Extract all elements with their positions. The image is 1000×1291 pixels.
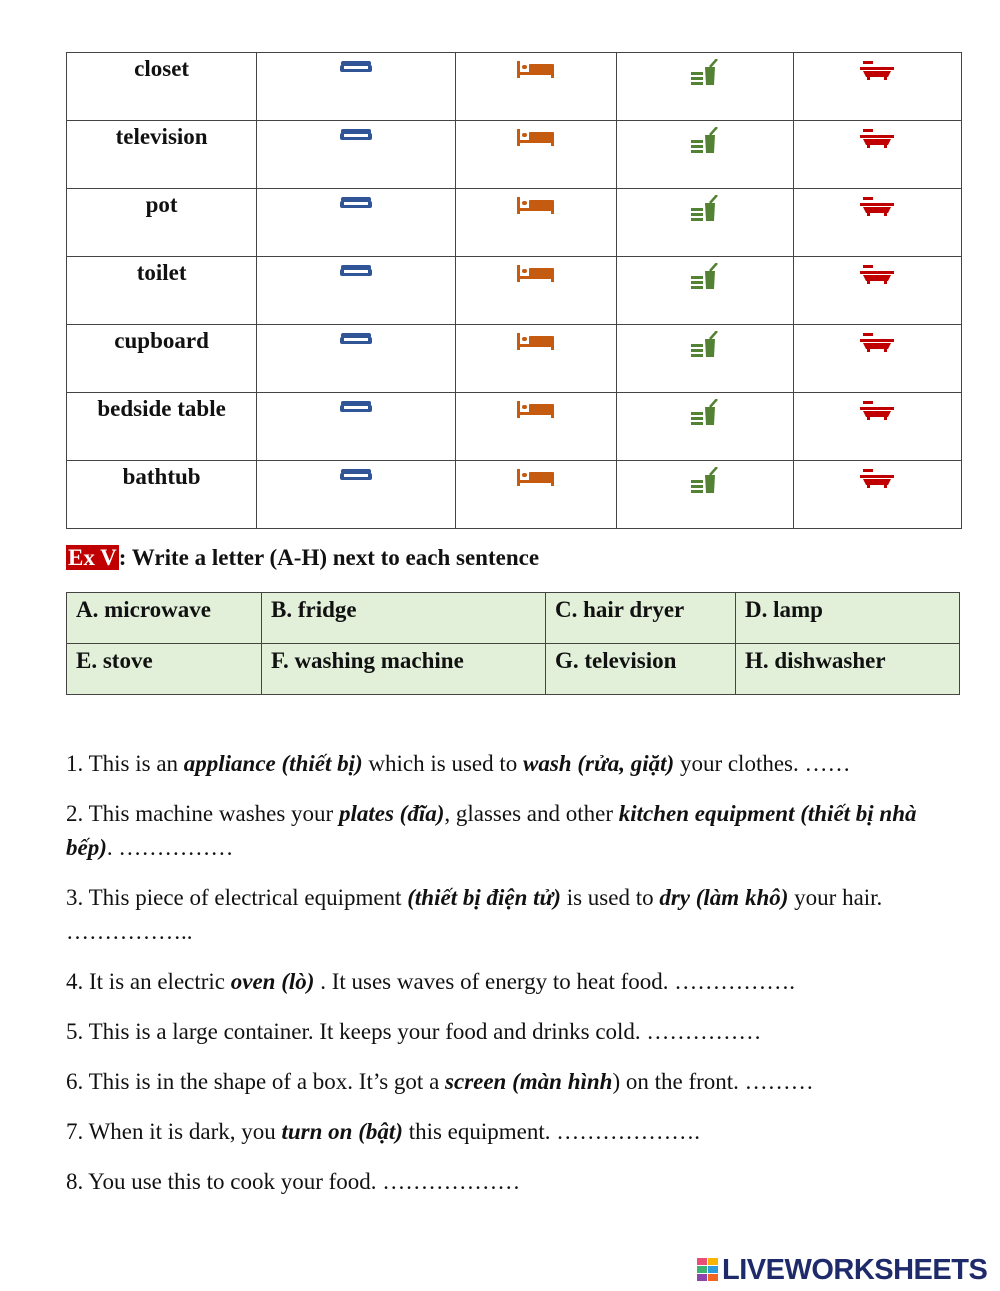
- kitchen-icon[interactable]: [691, 412, 719, 429]
- room-choice-cell[interactable]: [257, 393, 456, 461]
- option-cell: C. hair dryer: [546, 593, 736, 644]
- room-choice-cell[interactable]: [456, 257, 616, 325]
- options-row: [67, 644, 960, 695]
- room-choice-cell[interactable]: [257, 325, 456, 393]
- option-cell: E. stove: [67, 644, 262, 695]
- room-choice-cell[interactable]: [793, 121, 961, 189]
- room-choice-cell[interactable]: [616, 53, 793, 121]
- room-table-row: [67, 325, 962, 393]
- exercise-heading: [66, 543, 539, 573]
- room-choice-cell[interactable]: [793, 461, 961, 529]
- room-word: bathtub: [67, 461, 257, 529]
- option-cell: G. television: [546, 644, 736, 695]
- room-choice-cell[interactable]: [257, 257, 456, 325]
- sofa-icon[interactable]: [340, 402, 372, 419]
- room-word: cupboard: [67, 325, 257, 393]
- bathtub-icon[interactable]: [860, 68, 894, 85]
- option-cell: D. lamp: [736, 593, 960, 644]
- bathtub-icon[interactable]: [860, 136, 894, 153]
- room-choice-cell[interactable]: [456, 53, 616, 121]
- room-choice-cell[interactable]: [257, 189, 456, 257]
- bed-icon[interactable]: [517, 202, 555, 219]
- room-table-row: [67, 121, 962, 189]
- sentence-6: 6. This is in the shape of a box. It’s got a screen (màn hình) on the front. ………: [66, 1069, 814, 1094]
- room-choice-cell[interactable]: [616, 257, 793, 325]
- room-choice-cell[interactable]: [616, 121, 793, 189]
- room-choice-cell[interactable]: [456, 461, 616, 529]
- room-table-row: [67, 461, 962, 529]
- room-choice-cell[interactable]: [456, 189, 616, 257]
- option-cell: A. microwave: [67, 593, 262, 644]
- liveworksheets-logo-icon: [697, 1258, 719, 1282]
- bed-icon[interactable]: [517, 134, 555, 151]
- room-table-row: [67, 189, 962, 257]
- option-cell: H. dishwasher: [736, 644, 960, 695]
- room-choice-cell[interactable]: [793, 189, 961, 257]
- room-choice-cell[interactable]: [616, 461, 793, 529]
- room-choice-cell[interactable]: [793, 325, 961, 393]
- options-table: [66, 592, 960, 695]
- option-cell: F. washing machine: [262, 644, 546, 695]
- room-word: television: [67, 121, 257, 189]
- sofa-icon[interactable]: [340, 334, 372, 351]
- bathtub-icon[interactable]: [860, 204, 894, 221]
- sofa-icon[interactable]: [340, 266, 372, 283]
- kitchen-icon[interactable]: [691, 208, 719, 225]
- kitchen-icon[interactable]: [691, 480, 719, 497]
- liveworksheets-logo-text: LIVEWORKSHEETS: [722, 1253, 988, 1286]
- room-choice-cell[interactable]: [616, 325, 793, 393]
- room-choice-cell[interactable]: [456, 325, 616, 393]
- kitchen-icon[interactable]: [691, 344, 719, 361]
- bed-icon[interactable]: [517, 66, 555, 83]
- sentence-1: 1. This is an appliance (thiết bị) which is used to wash (rửa, giặt) your clothes. ……: [66, 751, 851, 776]
- sofa-icon[interactable]: [340, 130, 372, 147]
- room-word: toilet: [67, 257, 257, 325]
- sentence-7: 7. When it is dark, you turn on (bật) this equipment. ……………….: [66, 1119, 701, 1144]
- sofa-icon[interactable]: [340, 470, 372, 487]
- bed-icon[interactable]: [517, 270, 555, 287]
- room-choice-cell[interactable]: [793, 393, 961, 461]
- bed-icon[interactable]: [517, 338, 555, 355]
- sofa-icon[interactable]: [340, 198, 372, 215]
- sentence-8: 8. You use this to cook your food. ………………: [66, 1169, 521, 1194]
- room-table-row: [67, 393, 962, 461]
- room-choice-cell[interactable]: [257, 461, 456, 529]
- room-word: pot: [67, 189, 257, 257]
- room-table-row: [67, 53, 962, 121]
- room-choice-cell[interactable]: [793, 257, 961, 325]
- exercise-tag: Ex V: [68, 545, 117, 570]
- options-row: [67, 593, 960, 644]
- sentence-3: 3. This piece of electrical equipment (thiết bị điện tử) is used to dry (làm khô) your hair. ……………..: [66, 885, 883, 944]
- bed-icon[interactable]: [517, 474, 555, 491]
- exercise-instruction: : Write a letter (A-H) next to each sentence: [118, 545, 540, 570]
- sentence-4: 4. It is an electric oven (lò) . It uses waves of energy to heat food. …………….: [66, 969, 796, 994]
- bed-icon[interactable]: [517, 406, 555, 423]
- room-choice-cell[interactable]: [616, 393, 793, 461]
- room-choice-cell[interactable]: [616, 189, 793, 257]
- room-table: [66, 52, 962, 529]
- room-choice-cell[interactable]: [456, 393, 616, 461]
- sentences: [66, 747, 961, 1215]
- room-choice-cell[interactable]: [456, 121, 616, 189]
- bathtub-icon[interactable]: [860, 408, 894, 425]
- kitchen-icon[interactable]: [691, 276, 719, 293]
- room-choice-cell[interactable]: [257, 121, 456, 189]
- kitchen-icon[interactable]: [691, 72, 719, 89]
- room-choice-cell[interactable]: [793, 53, 961, 121]
- room-choice-cell[interactable]: [257, 53, 456, 121]
- bathtub-icon[interactable]: [860, 272, 894, 289]
- option-cell: B. fridge: [262, 593, 546, 644]
- room-table-row: [67, 257, 962, 325]
- bathtub-icon[interactable]: [860, 340, 894, 357]
- room-word: closet: [67, 53, 257, 121]
- sentence-2: 2. This machine washes your plates (đĩa), glasses and other kitchen equipment (thiết bị nhà bếp). ……………: [66, 801, 917, 860]
- room-word: bedside table: [67, 393, 257, 461]
- sentence-5: 5. This is a large container. It keeps your food and drinks cold. ……………: [66, 1019, 762, 1044]
- kitchen-icon[interactable]: [691, 140, 719, 157]
- sofa-icon[interactable]: [340, 62, 372, 79]
- bathtub-icon[interactable]: [860, 476, 894, 493]
- liveworksheets-logo: [697, 1254, 987, 1286]
